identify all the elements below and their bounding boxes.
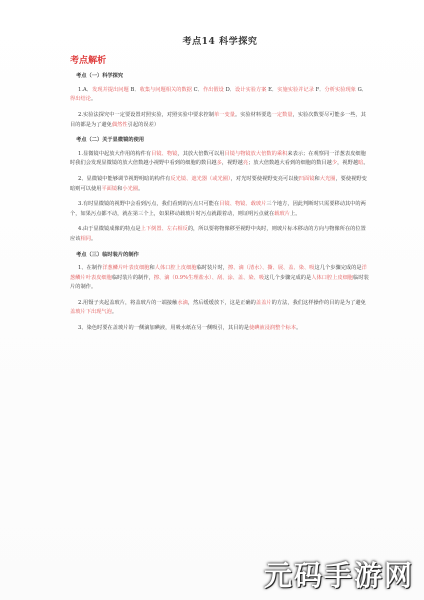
paragraph-cover-slip: 2.用镊子夹起盖玻片，将盖玻片的一端接触水滴，然后缓缓放下，这是正确的盖盖片的方法，我们这样操作的目的是为了避免盖玻片下出现气泡。 [70, 299, 366, 316]
paragraph-slide-steps: 1、在制作洋葱鳞片叶表皮细胞和人体口腔上皮细胞临时装片时，擦、滴（清水）、撕、展、盖、染、吸这几个步骤完成的是洋葱鳞片叶表皮细胞临时装片的制作，擦、滴（0.9%生理盐水）、刮、涂、盖、染、吸这几个步骤完成的是人体口腔上皮细胞临时装片的制作。 [70, 265, 369, 291]
page-title: 考点14 科学探究 [182, 37, 258, 47]
subhead-science-inquiry: 考点（一）科学探究 [76, 73, 124, 80]
subhead-temporary-slide: 考点（三）临时装片的制作 [76, 251, 139, 258]
paragraph-staining: 3、染色时要在盖玻片的一侧滴加碘液，用吸水纸在另一侧吸引，其目的是使碘液浸润整个标本。 [78, 325, 302, 332]
paragraph-microscope-magnification: 1.显微镜中起放大作用的构件有目镜、物镜，其放大倍数可以用目镜与物镜放大倍数的乘积来表示；在观察同一洋葱表皮细胞时我们会发现显微镜的放大倍数越小视野中看到的细胞的数目越多，视野越亮；放大倍数越大看到的细胞的数目越少，视野越暗。 [70, 150, 369, 167]
site-watermark-logo: 元码手游网 [263, 559, 414, 592]
subhead-microscope: 考点（二）关于显微镜的使用 [76, 137, 145, 144]
section-title: 考点解析 [70, 55, 107, 66]
paragraph-inquiry-steps: 1.A．发现并提出问题 B．收集与问题相关的数据 C．作出假设 D．设计实验方案 E．实施实验并记录 F．分析实验现象 G．得出结论。 [70, 86, 368, 103]
paragraph-control-experiment: 2.实验法探究中一定要设置对照实验，对照实验中要求控制单一变量。实验材料要选一定数量，实验次数要尽可能多一些，其目的都是为了避免偶然性引起的误差） [70, 111, 366, 128]
document-content [70, 38, 370, 340]
paragraph-microscope-imaging: 4.由于显微镜成像的特点是上下倒置、左右相反的，所以要将物像移至视野中央时，则玻片标本移动的方向与物像所在的位置应该相同。 [70, 226, 366, 242]
paragraph-microscope-brightness: 2、显微镜中能够调节视野明暗的构件有反光镜、遮光器（或光圈），对光时要使视野变亮可以使凹面镜和大光圈，要使视野变暗则可以使用平面镜和小光圈。 [70, 175, 367, 192]
paragraph-microscope-spots: 3.有时显微镜的视野中会看到污点，我们看到的污点只可能在目镜、物镜、载玻片三个地方，因此判断时只需要移动其中的两个，如果污点都不动，就在第三个上，如果移动载玻片时污点就跟着动，则证明污点就在载玻片上。 [70, 201, 366, 217]
